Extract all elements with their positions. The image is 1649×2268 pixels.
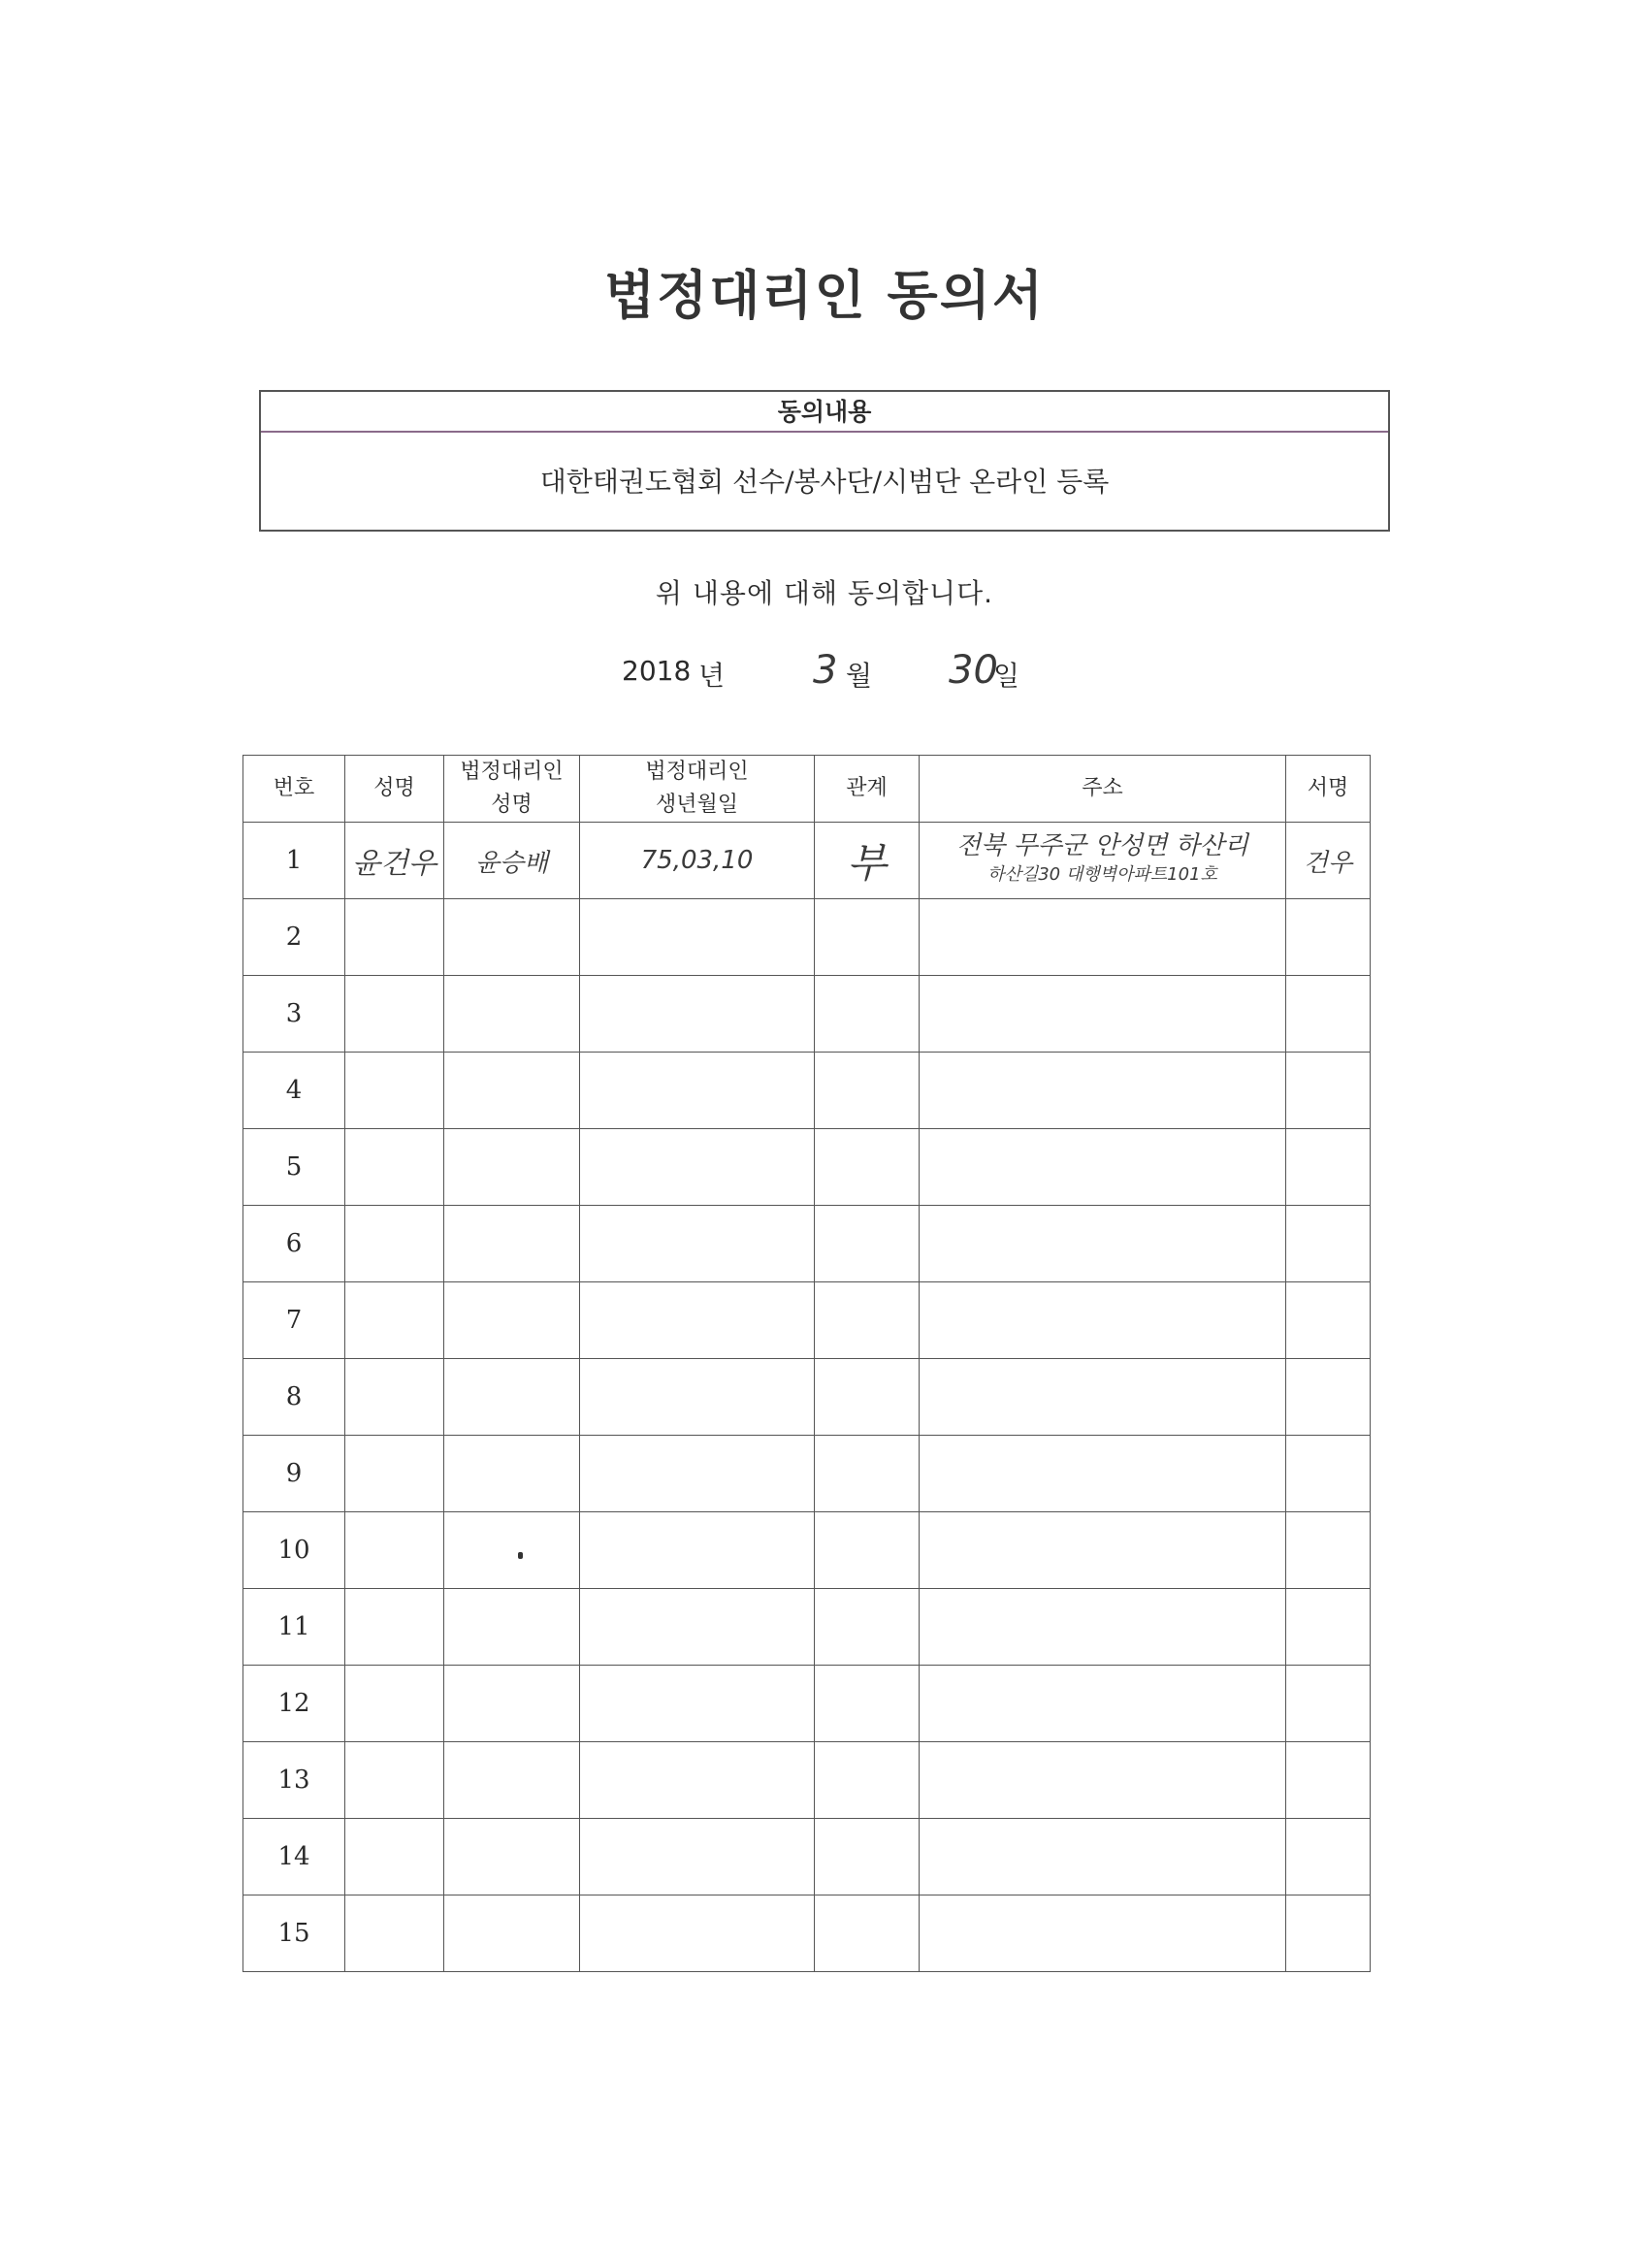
cell-address [920, 1436, 1286, 1512]
cell-address [920, 1282, 1286, 1359]
header-guardian-name [444, 756, 580, 823]
cell-guardian-name [444, 1129, 580, 1206]
cell-name [345, 1895, 444, 1972]
cell-relation [815, 1666, 920, 1742]
cell-guardian-birth: 75,03,10 [580, 823, 815, 899]
cell-address [920, 1742, 1286, 1819]
cell-no: 1 [243, 823, 345, 899]
cell-relation [815, 1129, 920, 1206]
consent-content-body: 대한태권도협회 선수/봉사단/시범단 온라인 등록 [539, 466, 1110, 498]
cell-guardian-birth [580, 1129, 815, 1206]
cell-relation [815, 1742, 920, 1819]
cell-relation [815, 1206, 920, 1282]
header-address: 주소 [920, 756, 1286, 823]
cell-guardian-birth [580, 1436, 815, 1512]
cell-signature [1286, 1666, 1371, 1742]
table-row [243, 899, 1371, 976]
cell-signature: 건우 [1286, 823, 1371, 899]
cell-no: 14 [243, 1819, 345, 1895]
header-guardian-name-line1: 법정대리인 [460, 760, 564, 784]
cell-name [345, 1512, 444, 1589]
agreement-statement: 위 내용에 대해 동의합니다. [655, 577, 994, 609]
cell-address [920, 1819, 1286, 1895]
cell-address [920, 976, 1286, 1053]
cell-guardian-name [444, 1053, 580, 1129]
cell-address [920, 1666, 1286, 1742]
cell-address [920, 1895, 1286, 1972]
cell-guardian-birth [580, 1819, 815, 1895]
cell-signature [1286, 1512, 1371, 1589]
cell-no: 2 [243, 899, 345, 976]
cell-name [345, 1053, 444, 1129]
cell-no: 11 [243, 1589, 345, 1666]
date-year: 2018 [622, 655, 692, 687]
cell-signature [1286, 1819, 1371, 1895]
table-row [243, 1206, 1371, 1282]
cell-signature [1286, 1589, 1371, 1666]
cell-address [920, 1359, 1286, 1436]
cell-no: 7 [243, 1282, 345, 1359]
ink-speck [518, 1552, 523, 1559]
cell-guardian-name [444, 1359, 580, 1436]
cell-guardian-name [444, 1589, 580, 1666]
table-row [243, 1359, 1371, 1436]
cell-name: 윤건우 [345, 823, 444, 899]
date-month: 3 [813, 648, 838, 693]
cell-address-line1: 전북 무주군 안성면 하산리 [955, 831, 1249, 860]
cell-no: 4 [243, 1053, 345, 1129]
cell-guardian-name [444, 976, 580, 1053]
cell-relation [815, 1512, 920, 1589]
cell-signature [1286, 1206, 1371, 1282]
date-month-unit: 월 [846, 660, 873, 692]
cell-address [920, 1206, 1286, 1282]
table-row [243, 1129, 1371, 1206]
cell-signature [1286, 1742, 1371, 1819]
cell-no: 12 [243, 1666, 345, 1742]
header-guardian-birth [580, 756, 815, 823]
cell-address [920, 1129, 1286, 1206]
cell-signature [1286, 1053, 1371, 1129]
header-signature: 서명 [1286, 756, 1371, 823]
guardian-table [242, 755, 1371, 1972]
cell-guardian-name: 윤승배 [444, 823, 580, 899]
header-name: 성명 [345, 756, 444, 823]
table-row [243, 1666, 1371, 1742]
cell-guardian-birth [580, 1512, 815, 1589]
cell-relation [815, 1282, 920, 1359]
cell-name [345, 1589, 444, 1666]
cell-guardian-name [444, 1282, 580, 1359]
cell-name [345, 899, 444, 976]
cell-signature [1286, 1895, 1371, 1972]
date-day: 30 [949, 648, 998, 693]
table-row [243, 1436, 1371, 1512]
cell-address-line2: 하산길30 대행벽아파트101호 [987, 864, 1217, 885]
header-guardian-birth-line2: 생년월일 [655, 793, 738, 817]
cell-signature [1286, 1282, 1371, 1359]
cell-relation [815, 976, 920, 1053]
cell-relation [815, 899, 920, 976]
cell-name [345, 1206, 444, 1282]
table-row [243, 1895, 1371, 1972]
cell-guardian-birth [580, 1666, 815, 1742]
table-row [243, 1819, 1371, 1895]
cell-name [345, 1666, 444, 1742]
cell-name [345, 976, 444, 1053]
header-no: 번호 [243, 756, 345, 823]
cell-guardian-name [444, 1512, 580, 1589]
table-row [243, 823, 1371, 899]
table-row [243, 1512, 1371, 1589]
cell-guardian-name [444, 1742, 580, 1819]
cell-no: 9 [243, 1436, 345, 1512]
cell-signature [1286, 899, 1371, 976]
cell-name [345, 1129, 444, 1206]
cell-no: 8 [243, 1359, 345, 1436]
cell-address [920, 899, 1286, 976]
cell-guardian-name [444, 1895, 580, 1972]
cell-no: 6 [243, 1206, 345, 1282]
cell-address [920, 1053, 1286, 1129]
cell-relation [815, 1359, 920, 1436]
cell-guardian-name [444, 1819, 580, 1895]
table-row [243, 1742, 1371, 1819]
table-row [243, 1053, 1371, 1129]
consent-content-header: 동의내용 [261, 392, 1388, 433]
consent-content-box [259, 390, 1390, 532]
cell-no: 15 [243, 1895, 345, 1972]
cell-no: 10 [243, 1512, 345, 1589]
cell-signature [1286, 1129, 1371, 1206]
cell-name [345, 1819, 444, 1895]
cell-guardian-birth [580, 1359, 815, 1436]
header-guardian-name-line2: 성명 [491, 793, 533, 817]
form-title: 법정대리인 동의서 [603, 265, 1046, 326]
header-guardian-birth-line1: 법정대리인 [645, 760, 749, 784]
cell-relation [815, 1053, 920, 1129]
cell-guardian-birth [580, 1589, 815, 1666]
cell-relation: 부 [815, 823, 920, 899]
table-row [243, 976, 1371, 1053]
cell-guardian-birth [580, 1206, 815, 1282]
cell-guardian-birth [580, 976, 815, 1053]
table-row [243, 1589, 1371, 1666]
cell-guardian-birth [580, 899, 815, 976]
cell-address [920, 1512, 1286, 1589]
cell-name [345, 1359, 444, 1436]
cell-relation [815, 1589, 920, 1666]
table-row [243, 1282, 1371, 1359]
cell-guardian-birth [580, 1053, 815, 1129]
cell-signature [1286, 976, 1371, 1053]
cell-no: 13 [243, 1742, 345, 1819]
cell-guardian-birth [580, 1895, 815, 1972]
cell-guardian-name [444, 899, 580, 976]
cell-guardian-name [444, 1666, 580, 1742]
cell-relation [815, 1436, 920, 1512]
cell-name [345, 1436, 444, 1512]
table-header-row [243, 756, 1371, 823]
cell-guardian-name [444, 1436, 580, 1512]
header-relation: 관계 [815, 756, 920, 823]
cell-signature [1286, 1436, 1371, 1512]
cell-guardian-name [444, 1206, 580, 1282]
cell-guardian-birth [580, 1742, 815, 1819]
cell-no: 3 [243, 976, 345, 1053]
cell-address [920, 1589, 1286, 1666]
date-year-unit: 년 [698, 660, 726, 692]
cell-guardian-birth [580, 1282, 815, 1359]
cell-no: 5 [243, 1129, 345, 1206]
cell-relation [815, 1895, 920, 1972]
cell-address [920, 823, 1286, 899]
cell-name [345, 1282, 444, 1359]
cell-relation [815, 1819, 920, 1895]
cell-name [345, 1742, 444, 1819]
cell-signature [1286, 1359, 1371, 1436]
date-day-unit: 일 [993, 660, 1020, 692]
